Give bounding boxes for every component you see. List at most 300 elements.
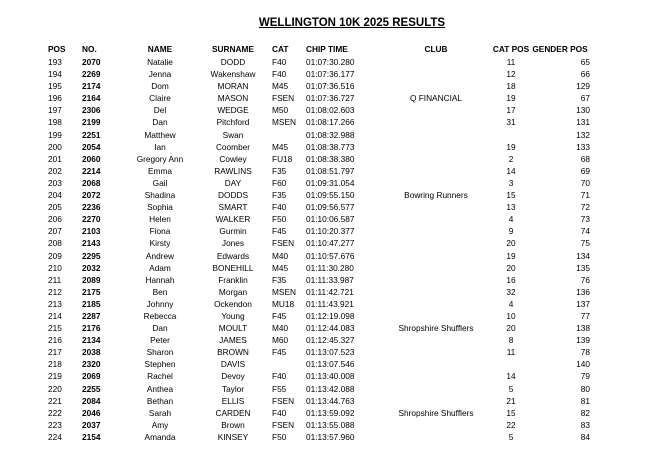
cell-pos: 198 — [48, 117, 62, 128]
cell-name: Shadina — [144, 190, 176, 201]
table-row — [48, 262, 598, 274]
cell-chip-time: 01:11:30.280 — [306, 262, 354, 273]
cell-chip-time: 01:07:36.516 — [306, 81, 355, 92]
cell-name: Hannah — [145, 274, 175, 285]
cell-number: 2295 — [82, 250, 101, 261]
cell-club — [380, 129, 492, 141]
cell-club — [380, 274, 492, 286]
cell-cat-pos: 11 — [506, 347, 516, 358]
cell-surname: WEDGE — [217, 105, 249, 116]
cell-number: 2054 — [82, 141, 101, 152]
cell-gender-pos: 130 — [576, 105, 590, 116]
cell-category: FSEN — [272, 238, 295, 249]
cell-number: 2134 — [82, 335, 101, 346]
cell-number: 2174 — [82, 81, 101, 92]
cell-number: 2070 — [82, 57, 101, 67]
cell-number: 2175 — [82, 286, 101, 297]
cell-chip-time: 01:11:33.987 — [306, 274, 354, 285]
cell-number: 2038 — [82, 347, 101, 358]
cell-cat-pos: 11 — [506, 57, 516, 67]
cell-club — [380, 68, 492, 80]
cell-cat-pos: 14 — [506, 165, 516, 176]
cell-cat-pos: 19 — [506, 250, 516, 261]
cell-number: 2069 — [82, 371, 101, 382]
table-row — [48, 286, 598, 298]
table-row — [48, 419, 598, 431]
cell-category: MU18 — [272, 298, 295, 309]
cell-pos: 199 — [48, 129, 62, 140]
cell-name: Adam — [149, 262, 171, 273]
cell-cat-pos: 13 — [506, 202, 516, 213]
cell-name: Helen — [149, 214, 171, 225]
cell-club — [380, 201, 492, 213]
cell-surname: Gurmin — [219, 226, 247, 237]
cell-club — [380, 153, 492, 165]
cell-chip-time: 01:07:36.727 — [306, 93, 355, 104]
cell-name: Dom — [151, 81, 169, 92]
cell-gender-pos: 81 — [580, 395, 590, 406]
cell-surname: WALKER — [215, 214, 251, 225]
cell-club: Bowring Runners — [404, 190, 468, 201]
cell-chip-time: 01:12:44.083 — [306, 323, 355, 334]
cell-pos: 203 — [48, 177, 62, 188]
cell-cat-pos: 32 — [506, 286, 516, 297]
cell-category: F40 — [272, 371, 287, 382]
table-row — [48, 322, 598, 334]
cell-cat-pos: 20 — [506, 238, 516, 249]
cell-category: FSEN — [272, 419, 295, 430]
cell-number: 2037 — [82, 419, 101, 430]
cell-pos: 218 — [48, 359, 62, 370]
cell-chip-time: 01:12:19.098 — [306, 310, 355, 321]
cell-pos: 216 — [48, 335, 62, 346]
header-pos: POS — [48, 43, 66, 54]
cell-surname: Morgan — [218, 286, 248, 297]
cell-name: Ben — [152, 286, 168, 297]
cell-club — [380, 237, 492, 249]
cell-category: F60 — [272, 177, 287, 188]
cell-surname: Cowley — [219, 153, 247, 164]
cell-pos: 220 — [48, 383, 62, 394]
cell-gender-pos: 131 — [576, 117, 590, 128]
cell-cat-pos: 5 — [508, 383, 514, 394]
header-chip-time: CHIP TIME — [306, 43, 348, 54]
cell-surname: Jones — [221, 238, 245, 249]
cell-gender-pos: 71 — [580, 190, 590, 201]
cell-cat-pos: 2 — [508, 153, 514, 164]
cell-category: M40 — [272, 323, 289, 334]
cell-name: Ian — [154, 141, 166, 152]
cell-chip-time: 01:08:38.773 — [306, 141, 355, 152]
cell-chip-time: 01:10:47.277 — [306, 238, 355, 249]
header-club: CLUB — [424, 43, 448, 54]
cell-club — [380, 141, 492, 153]
cell-category: F50 — [272, 214, 287, 225]
cell-chip-time: 01:09:31.054 — [306, 177, 355, 188]
cell-gender-pos: 140 — [576, 359, 590, 370]
cell-pos: 193 — [48, 57, 62, 67]
cell-category: F45 — [272, 347, 287, 358]
cell-category: F40 — [272, 57, 287, 67]
cell-pos: 208 — [48, 238, 62, 249]
cell-number: 2072 — [82, 190, 101, 201]
cell-chip-time: 01:11:42.721 — [306, 286, 354, 297]
cell-name: Kirsty — [149, 238, 171, 249]
table-row — [48, 141, 598, 153]
cell-pos: 201 — [48, 153, 62, 164]
cell-club — [380, 310, 492, 322]
cell-category: F40 — [272, 69, 287, 80]
cell-surname: MORAN — [217, 81, 249, 92]
table-row — [48, 431, 598, 443]
cell-name: Matthew — [144, 129, 176, 140]
cell-number: 2084 — [82, 395, 101, 406]
cell-club: Shropshire Shufflers — [398, 407, 474, 418]
table-row — [48, 298, 598, 310]
table-row — [48, 177, 598, 189]
cell-surname: Pitchford — [216, 117, 250, 128]
cell-surname: SMART — [218, 202, 248, 213]
cell-pos: 221 — [48, 395, 62, 406]
cell-club — [380, 286, 492, 298]
cell-name: Rachel — [147, 371, 173, 382]
table-row — [48, 129, 598, 141]
cell-name: Stephen — [144, 359, 176, 370]
cell-number: 2103 — [82, 226, 101, 237]
header-gender-pos: GENDER POS — [532, 43, 588, 54]
cell-number: 2251 — [82, 129, 101, 140]
header-name: NAME — [147, 43, 173, 54]
cell-club — [380, 334, 492, 346]
cell-pos: 204 — [48, 190, 62, 201]
cell-chip-time: 01:10:57.676 — [306, 250, 355, 261]
cell-gender-pos: 74 — [580, 226, 590, 237]
cell-category: FSEN — [272, 93, 295, 104]
cell-pos: 224 — [48, 431, 62, 442]
header-no: NO. — [82, 43, 97, 54]
table-row — [48, 104, 598, 116]
cell-club: Q FINANCIAL — [409, 93, 463, 104]
cell-gender-pos: 132 — [576, 129, 590, 140]
cell-chip-time: 01:07:36.177 — [306, 69, 355, 80]
cell-chip-time: 01:08:32.988 — [306, 129, 355, 140]
cell-category: FSEN — [272, 395, 295, 406]
cell-category: MSEN — [272, 117, 296, 128]
cell-category: F45 — [272, 226, 287, 237]
cell-category: M45 — [272, 141, 289, 152]
cell-category: M45 — [272, 262, 289, 273]
cell-surname: JAMES — [219, 335, 247, 346]
cell-gender-pos: 83 — [580, 419, 590, 430]
cell-gender-pos: 69 — [580, 165, 590, 176]
cell-club — [380, 383, 492, 395]
table-row — [48, 250, 598, 262]
cell-club — [380, 104, 492, 116]
cell-category: F55 — [272, 383, 287, 394]
cell-category: F40 — [272, 202, 287, 213]
table-row — [48, 346, 598, 358]
cell-chip-time: 01:13:57.960 — [306, 431, 355, 442]
cell-number: 2143 — [82, 238, 101, 249]
cell-name: Rebecca — [143, 310, 177, 321]
cell-chip-time: 01:13:42.088 — [306, 383, 355, 394]
cell-pos: 209 — [48, 250, 62, 261]
cell-name: Jenna — [148, 69, 172, 80]
cell-gender-pos: 70 — [580, 177, 590, 188]
cell-gender-pos: 129 — [576, 81, 590, 92]
cell-number: 2185 — [82, 298, 101, 309]
cell-cat-pos: 4 — [508, 214, 514, 225]
cell-name: Peter — [150, 335, 170, 346]
cell-name: Amanda — [144, 431, 176, 442]
table-row — [48, 407, 598, 419]
cell-surname: DODD — [220, 57, 246, 67]
cell-name: Gregory Ann — [136, 153, 184, 164]
cell-cat-pos: 12 — [506, 69, 516, 80]
cell-name: Del — [153, 105, 167, 116]
table-row — [48, 153, 598, 165]
cell-surname: Brown — [221, 419, 245, 430]
cell-number: 2287 — [82, 310, 101, 321]
cell-name: Emma — [148, 165, 172, 176]
cell-pos: 200 — [48, 141, 62, 152]
cell-chip-time: 01:08:38.380 — [306, 153, 355, 164]
cell-surname: BROWN — [217, 347, 249, 358]
cell-name: Claire — [149, 93, 171, 104]
cell-surname: Wakenshaw — [210, 69, 256, 80]
cell-gender-pos: 135 — [576, 262, 590, 273]
table-row — [48, 358, 598, 370]
cell-gender-pos: 80 — [580, 383, 590, 394]
cell-gender-pos: 138 — [576, 323, 590, 334]
cell-name: Bethan — [146, 395, 174, 406]
cell-pos: 194 — [48, 69, 62, 80]
cell-gender-pos: 76 — [580, 274, 590, 285]
cell-number: 2032 — [82, 262, 101, 273]
cell-pos: 205 — [48, 202, 62, 213]
table-row — [48, 56, 598, 68]
cell-number: 2154 — [82, 431, 101, 442]
cell-category: M45 — [272, 81, 289, 92]
cell-gender-pos: 65 — [580, 57, 590, 67]
cell-gender-pos: 136 — [576, 286, 590, 297]
cell-pos: 213 — [48, 298, 62, 309]
cell-cat-pos — [492, 129, 530, 141]
cell-cat-pos: 22 — [506, 419, 516, 430]
cell-name: Sophia — [147, 202, 173, 213]
cell-surname: KINSEY — [217, 431, 249, 442]
table-row — [48, 237, 598, 249]
cell-cat-pos: 8 — [508, 335, 514, 346]
cell-surname: Coomber — [215, 141, 251, 152]
cell-category: F35 — [272, 274, 287, 285]
cell-chip-time: 01:11:43.921 — [306, 298, 354, 309]
cell-name: Dan — [152, 323, 168, 334]
cell-gender-pos: 78 — [580, 347, 590, 358]
cell-surname: ELLIS — [221, 395, 245, 406]
cell-pos: 219 — [48, 371, 62, 382]
cell-pos: 196 — [48, 93, 62, 104]
cell-number: 2320 — [82, 359, 101, 370]
cell-club — [380, 262, 492, 274]
cell-name: Johnny — [146, 298, 174, 309]
table-row — [48, 310, 598, 322]
cell-number: 2068 — [82, 177, 101, 188]
cell-gender-pos: 67 — [580, 93, 590, 104]
cell-chip-time: 01:13:55.088 — [306, 419, 355, 430]
cell-chip-time: 01:08:51.797 — [306, 165, 355, 176]
cell-category: M50 — [272, 105, 289, 116]
cell-number: 2269 — [82, 69, 101, 80]
cell-category: F40 — [272, 407, 287, 418]
cell-surname: Ockendon — [214, 298, 252, 309]
cell-gender-pos: 72 — [580, 202, 590, 213]
cell-surname: Young — [221, 310, 245, 321]
cell-club — [380, 250, 492, 262]
header-cat: CAT — [272, 43, 289, 54]
cell-number: 2306 — [82, 105, 101, 116]
cell-pos: 197 — [48, 105, 62, 116]
cell-chip-time: 01:13:40.008 — [306, 371, 355, 382]
cell-gender-pos: 139 — [576, 335, 590, 346]
cell-name: Sharon — [146, 347, 174, 358]
cell-cat-pos: 17 — [506, 105, 516, 116]
table-row — [48, 225, 598, 237]
table-row — [48, 334, 598, 346]
cell-pos: 195 — [48, 81, 62, 92]
cell-pos: 214 — [48, 310, 62, 321]
cell-number: 2255 — [82, 383, 101, 394]
cell-number: 2236 — [82, 202, 101, 213]
cell-number: 2164 — [82, 93, 101, 104]
cell-surname: CARDEN — [215, 407, 251, 418]
cell-name: Andrew — [145, 250, 175, 261]
cell-gender-pos: 82 — [580, 407, 590, 418]
cell-pos: 206 — [48, 214, 62, 225]
cell-cat-pos: 5 — [508, 431, 514, 442]
cell-surname: Edwards — [216, 250, 250, 261]
cell-pos: 215 — [48, 323, 62, 334]
table-row — [48, 213, 598, 225]
table-row — [48, 80, 598, 92]
table-row — [48, 395, 598, 407]
cell-surname: MOULT — [218, 323, 248, 334]
cell-chip-time: 01:13:07.546 — [306, 359, 355, 370]
cell-surname: Taylor — [221, 383, 245, 394]
cell-pos: 222 — [48, 407, 62, 418]
cell-pos: 217 — [48, 347, 62, 358]
cell-number: 2176 — [82, 323, 101, 334]
cell-number: 2270 — [82, 214, 101, 225]
cell-surname: DAY — [224, 177, 242, 188]
cell-cat-pos: 4 — [508, 298, 514, 309]
cell-club — [380, 56, 492, 68]
cell-category — [272, 129, 306, 141]
page-title: WELLINGTON 10K 2025 RESULTS — [258, 17, 446, 29]
cell-chip-time: 01:13:59.092 — [306, 407, 355, 418]
cell-gender-pos: 84 — [580, 431, 590, 442]
cell-number: 2089 — [82, 274, 101, 285]
cell-surname: DAVIS — [220, 359, 246, 370]
cell-chip-time: 01:09:55.150 — [306, 190, 355, 201]
cell-chip-time: 01:10:20.377 — [306, 226, 355, 237]
cell-name: Dan — [152, 117, 168, 128]
table-row — [48, 116, 598, 128]
cell-surname: Franklin — [218, 274, 248, 285]
cell-club — [380, 431, 492, 443]
table-row — [48, 92, 598, 104]
cell-chip-time: 01:12:45.327 — [306, 335, 355, 346]
cell-category: M40 — [272, 250, 289, 261]
cell-name: Amy — [151, 419, 169, 430]
cell-pos: 202 — [48, 165, 62, 176]
cell-number: 2046 — [82, 407, 101, 418]
cell-surname: Swan — [222, 129, 244, 140]
cell-cat-pos: 15 — [506, 190, 516, 201]
header-cat-pos: CAT POS — [492, 43, 530, 54]
cell-club — [380, 213, 492, 225]
cell-club — [380, 358, 492, 370]
cell-cat-pos: 19 — [506, 93, 516, 104]
cell-pos: 223 — [48, 419, 62, 430]
table-row — [48, 68, 598, 80]
cell-chip-time: 01:13:07.523 — [306, 347, 355, 358]
cell-gender-pos: 133 — [576, 141, 590, 152]
cell-cat-pos: 21 — [506, 395, 516, 406]
table-row — [48, 383, 598, 395]
cell-name: Anthea — [146, 383, 174, 394]
cell-name: Gail — [152, 177, 168, 188]
cell-club — [380, 298, 492, 310]
cell-name: Fiona — [149, 226, 171, 237]
cell-number: 2199 — [82, 117, 101, 128]
cell-cat-pos: 15 — [506, 407, 516, 418]
header-row — [48, 42, 598, 56]
table-row — [48, 201, 598, 213]
cell-category: MSEN — [272, 286, 296, 297]
cell-gender-pos: 75 — [580, 238, 590, 249]
cell-gender-pos: 79 — [580, 371, 590, 382]
cell-pos: 207 — [48, 226, 62, 237]
cell-cat-pos: 10 — [506, 310, 516, 321]
cell-club — [380, 80, 492, 92]
cell-chip-time: 01:09:56.577 — [306, 202, 355, 213]
cell-category: FU18 — [272, 153, 293, 164]
cell-surname: RAWLINS — [214, 165, 252, 176]
cell-club — [380, 165, 492, 177]
cell-club — [380, 225, 492, 237]
cell-gender-pos: 137 — [576, 298, 590, 309]
cell-gender-pos: 73 — [580, 214, 590, 225]
cell-cat-pos: 20 — [506, 262, 516, 273]
cell-category: M60 — [272, 335, 289, 346]
cell-chip-time: 01:07:30.280 — [306, 57, 355, 67]
cell-surname: BONEHILL — [212, 262, 254, 273]
cell-name: Sarah — [148, 407, 172, 418]
table-row — [48, 165, 598, 177]
cell-category — [272, 358, 306, 370]
cell-pos: 211 — [48, 274, 62, 285]
cell-gender-pos: 77 — [580, 310, 590, 321]
cell-club — [380, 177, 492, 189]
cell-cat-pos: 14 — [506, 371, 516, 382]
cell-number: 2214 — [82, 165, 101, 176]
cell-chip-time: 01:10:06.587 — [306, 214, 355, 225]
table-row — [48, 370, 598, 382]
cell-club — [380, 395, 492, 407]
cell-cat-pos: 16 — [506, 274, 516, 285]
cell-cat-pos — [492, 358, 530, 370]
